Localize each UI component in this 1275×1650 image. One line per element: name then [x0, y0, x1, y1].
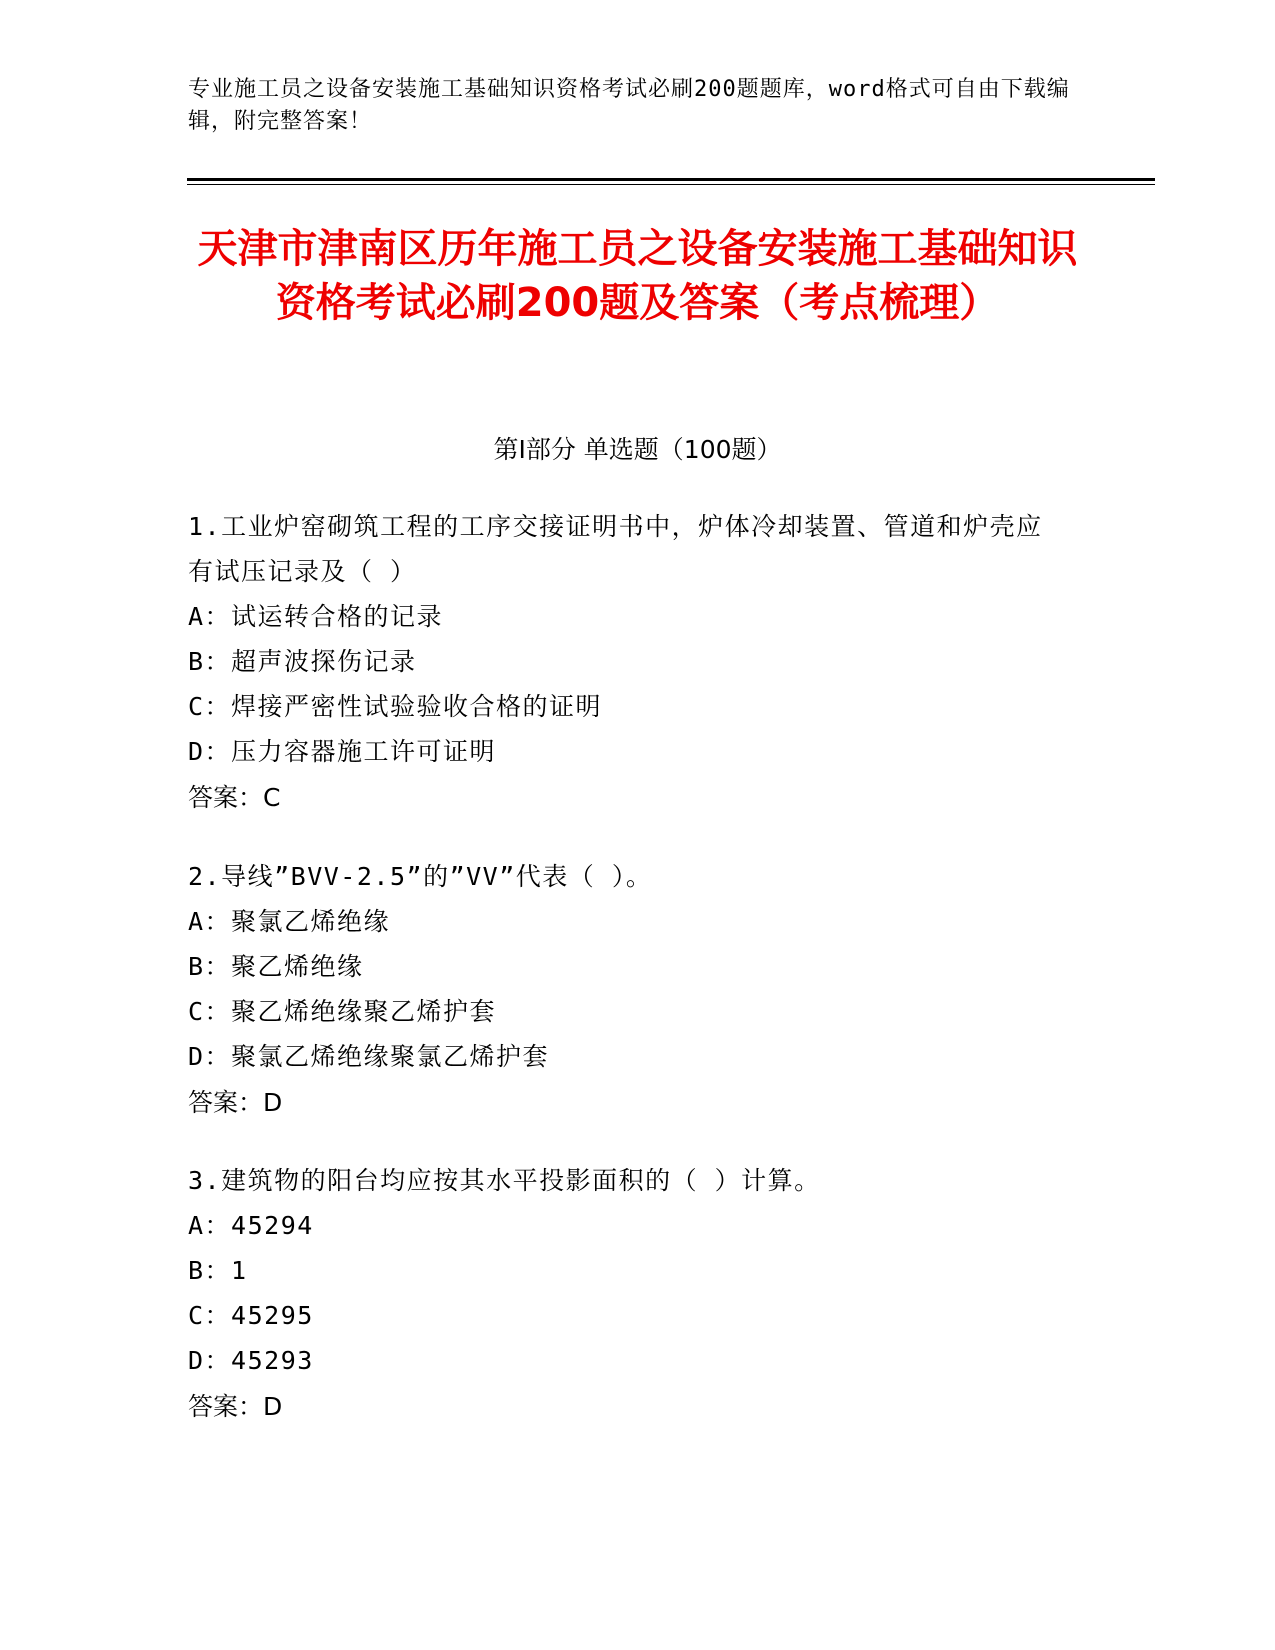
option-d: D：压力容器施工许可证明	[188, 737, 497, 766]
section-title: 第Ⅰ部分 单选题（100题）	[493, 435, 782, 464]
header-rule-thick	[187, 178, 1155, 181]
question-stem: 3.建筑物的阳台均应按其水平投影面积的（ ）计算。	[188, 1166, 821, 1195]
document-title: 天津市津南区历年施工员之设备安装施工基础知识资格考试必刷200题及答案（考点梳理）	[197, 226, 1078, 326]
question-3	[188, 1158, 1068, 1429]
option-c: C：焊接严密性试验验收合格的证明	[188, 692, 603, 721]
option-a: A：45294	[188, 1211, 314, 1240]
answer: 答案：C	[188, 783, 281, 812]
option-d: D：45293	[188, 1346, 314, 1375]
answer: 答案：D	[188, 1088, 283, 1117]
option-b: B：超声波探伤记录	[188, 647, 417, 676]
question-1	[188, 504, 1068, 820]
header-note: 专业施工员之设备安装施工基础知识资格考试必刷200题题库，word格式可自由下载编辑，附完整答案！	[188, 77, 1070, 134]
option-b: B：聚乙烯绝缘	[188, 952, 364, 981]
option-c: C：聚乙烯绝缘聚乙烯护套	[188, 997, 497, 1026]
option-c: C：45295	[188, 1301, 314, 1330]
question-stem: 1.工业炉窑砌筑工程的工序交接证明书中，炉体冷却装置、管道和炉壳应有试压记录及（ ）	[188, 512, 1043, 586]
header-rule-thin	[187, 184, 1155, 185]
option-d: D：聚氯乙烯绝缘聚氯乙烯护套	[188, 1042, 550, 1071]
option-a: A：试运转合格的记录	[188, 602, 444, 631]
question-2	[188, 854, 1068, 1125]
answer: 答案：D	[188, 1392, 283, 1421]
question-stem: 2.导线”BVV-2.5”的”VV”代表（ ）。	[188, 862, 653, 891]
option-a: A：聚氯乙烯绝缘	[188, 907, 391, 936]
option-b: B：1	[188, 1256, 248, 1285]
